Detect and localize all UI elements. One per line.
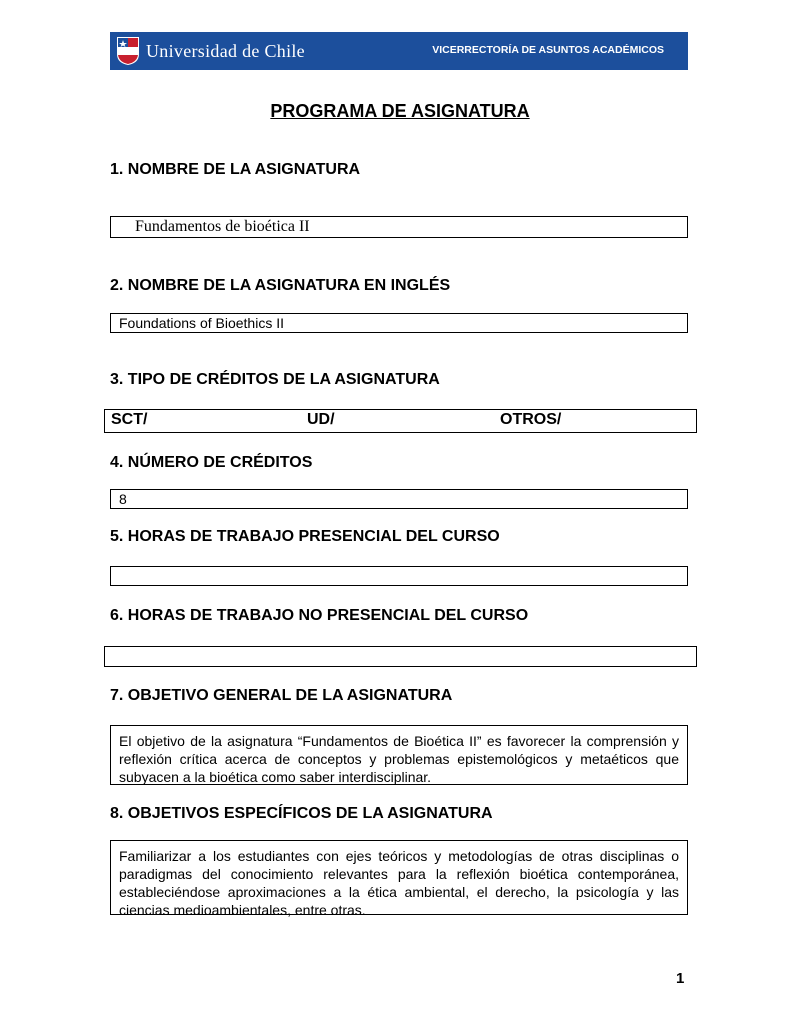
specific-objectives-text: Familiarizar a los estudiantes con ejes teóricos y metodologías de otras disciplinas o paradigmas del conocimiento relevantes para la reflexión bioética contemporánea, estableciéndose aproximaciones a la ética ambiental, el derecho, la psicología y las ciencias medioambientales, entre otras. bbox=[119, 848, 679, 918]
section-4-field bbox=[110, 489, 688, 509]
section-5-heading: 5. HORAS DE TRABAJO PRESENCIAL DEL CURSO bbox=[110, 528, 500, 545]
section-1-field bbox=[110, 216, 688, 238]
section-3-heading: 3. TIPO DE CRÉDITOS DE LA ASIGNATURA bbox=[110, 371, 440, 388]
university-shield-icon bbox=[116, 36, 140, 66]
section-7-heading: 7. OBJETIVO GENERAL DE LA ASIGNATURA bbox=[110, 687, 453, 704]
section-2-field bbox=[110, 313, 688, 333]
section-7-field bbox=[110, 725, 688, 785]
section-1-heading: 1. NOMBRE DE LA ASIGNATURA bbox=[110, 161, 361, 178]
document-title: PROGRAMA DE ASIGNATURA bbox=[270, 101, 530, 121]
course-name-value: Fundamentos de bioética II bbox=[135, 218, 310, 235]
section-4-heading: 4. NÚMERO DE CRÉDITOS bbox=[110, 454, 313, 471]
section-8-field bbox=[110, 840, 688, 918]
section-2-heading: 2. NOMBRE DE LA ASIGNATURA EN INGLÉS bbox=[110, 277, 451, 294]
institution-name: Universidad de Chile bbox=[146, 41, 305, 61]
credit-type-ud: UD/ bbox=[307, 411, 335, 428]
section-5-field bbox=[110, 566, 688, 586]
credit-type-sct: SCT/ bbox=[111, 411, 148, 428]
course-name-english-value: Foundations of Bioethics II bbox=[119, 315, 284, 331]
credits-number-value: 8 bbox=[119, 491, 127, 507]
section-8-heading: 8. OBJETIVOS ESPECÍFICOS DE LA ASIGNATURA bbox=[110, 805, 493, 822]
general-objective-text: El objetivo de la asignatura “Fundamentos de Bioética II” es favorecer la comprensión y reflexión crítica acerca de conceptos y problemas epistemológicos y metaéticos que subyacen a la bioética como saber interdisciplinar. bbox=[119, 733, 679, 785]
header-banner bbox=[110, 32, 688, 70]
section-6-heading: 6. HORAS DE TRABAJO NO PRESENCIAL DEL CURSO bbox=[110, 607, 529, 624]
department-name: VICERRECTORÍA DE ASUNTOS ACADÉMICOS bbox=[432, 44, 664, 56]
section-6-field bbox=[104, 646, 697, 667]
section-3-field bbox=[104, 409, 697, 433]
credit-type-otros: OTROS/ bbox=[500, 411, 562, 428]
page-number: 1 bbox=[676, 970, 685, 987]
